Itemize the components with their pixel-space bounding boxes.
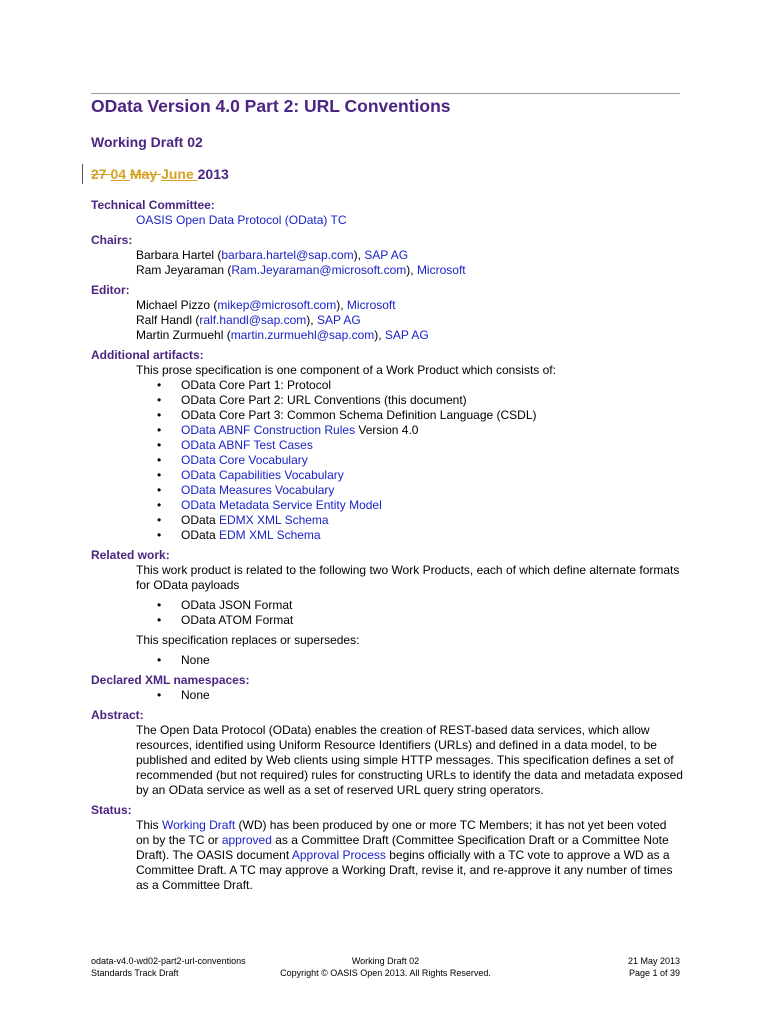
artifacts-label: Additional artifacts: bbox=[91, 348, 204, 362]
namespace-item: • None bbox=[136, 688, 683, 703]
chairs-list bbox=[91, 248, 683, 278]
chair-org-link[interactable]: SAP AG bbox=[364, 248, 409, 262]
artifact-item bbox=[136, 438, 683, 453]
footer-track: Standards Track Draft bbox=[91, 968, 179, 978]
related-work-list bbox=[91, 598, 683, 628]
document-date bbox=[91, 166, 229, 182]
artifact-item bbox=[136, 528, 683, 543]
footer-right bbox=[628, 955, 680, 979]
artifact-text: OData bbox=[181, 528, 220, 542]
abstract-label: Abstract: bbox=[91, 708, 144, 722]
artifact-link[interactable]: EDMX XML Schema bbox=[219, 513, 329, 527]
artifact-item bbox=[136, 393, 683, 408]
chair-entry bbox=[136, 263, 683, 278]
date-inserted-day: 04 bbox=[110, 166, 130, 182]
date-inserted-month: June bbox=[161, 166, 198, 182]
artifact-item bbox=[136, 378, 683, 393]
footer-copyright: Copyright © OASIS Open 2013. All Rights Reserved. bbox=[280, 968, 491, 978]
footer-document-id: odata-v4.0-wd02-part2-url-conventions bbox=[91, 956, 246, 966]
footer-date: 21 May 2013 bbox=[627, 956, 680, 966]
artifact-item bbox=[136, 408, 683, 423]
editor-name: Martin Zurmuehl ( bbox=[136, 328, 231, 342]
chair-name: Barbara Hartel ( bbox=[136, 248, 222, 262]
separator: ), bbox=[336, 298, 347, 312]
editor-org-link[interactable]: SAP AG bbox=[384, 328, 429, 342]
editor-entry bbox=[136, 328, 683, 343]
artifact-link[interactable]: EDM XML Schema bbox=[219, 528, 321, 542]
artifacts-list bbox=[91, 378, 683, 543]
related-work-label: Related work: bbox=[91, 548, 170, 562]
artifact-text: Version 4.0 bbox=[355, 423, 419, 437]
editors-list bbox=[91, 298, 683, 343]
document-body bbox=[91, 198, 683, 893]
date-deleted-month: May bbox=[129, 166, 162, 182]
artifact-item bbox=[136, 423, 683, 438]
related-item: • OData ATOM Format bbox=[136, 613, 683, 628]
artifact-item bbox=[136, 453, 683, 468]
editor-org-link[interactable]: Microsoft bbox=[346, 298, 396, 312]
status-fragment: as a Committee Draft (Committee Specification Draft or a Committee Note Draft). The OASIS document bbox=[136, 833, 669, 862]
artifact-item bbox=[136, 513, 683, 528]
editor-org-link[interactable]: SAP AG bbox=[316, 313, 361, 327]
artifact-link[interactable]: OData ABNF Test Cases bbox=[181, 438, 313, 452]
footer-page-number: Page 1 of 39 bbox=[628, 968, 680, 978]
top-rule bbox=[91, 93, 680, 94]
replaces-text: This specification replaces or supersedes: bbox=[136, 633, 360, 647]
editor-email-link[interactable]: martin.zurmuehl@sap.com bbox=[230, 328, 375, 342]
status-text bbox=[91, 818, 683, 893]
status-fragment: begins officially with a TC vote to approve a WD as a Committee Draft. A TC may approve a Working Draft, revise it, and re-approve it any number of times as a Committee Draft. bbox=[136, 848, 673, 892]
artifact-text: OData Core Part 3: Common Schema Definition Language (CSDL) bbox=[181, 408, 537, 422]
editor-email-link[interactable]: ralf.handl@sap.com bbox=[199, 313, 307, 327]
tc-label: Technical Committee: bbox=[91, 198, 215, 212]
chair-org-link[interactable]: Microsoft bbox=[416, 263, 466, 277]
chairs-label: Chairs: bbox=[91, 233, 133, 247]
chair-name: Ram Jeyaraman ( bbox=[136, 263, 232, 277]
separator: ), bbox=[353, 248, 365, 262]
document-title: OData Version 4.0 Part 2: URL Conventions bbox=[91, 96, 451, 116]
working-draft-link[interactable]: Working Draft bbox=[162, 818, 236, 832]
footer-center bbox=[91, 955, 680, 979]
status-fragment: This bbox=[136, 818, 163, 832]
date-year: 2013 bbox=[197, 166, 229, 182]
tc-link[interactable]: OASIS Open Data Protocol (OData) TC bbox=[136, 213, 347, 227]
artifact-item bbox=[136, 498, 683, 513]
chair-email-link[interactable]: Ram.Jeyaraman@microsoft.com bbox=[231, 263, 407, 277]
artifact-link[interactable]: OData Measures Vocabulary bbox=[181, 483, 335, 497]
artifact-link[interactable]: OData Capabilities Vocabulary bbox=[181, 468, 344, 482]
artifact-text: OData bbox=[181, 513, 220, 527]
editor-name: Ralf Handl ( bbox=[136, 313, 200, 327]
replaces-item: • None bbox=[136, 653, 683, 668]
related-item: • OData JSON Format bbox=[136, 598, 683, 613]
separator: ), bbox=[306, 313, 317, 327]
artifact-text: OData Core Part 1: Protocol bbox=[181, 378, 332, 392]
artifact-link[interactable]: OData ABNF Construction Rules bbox=[181, 423, 356, 437]
approval-process-link[interactable]: Approval Process bbox=[291, 848, 386, 862]
artifact-link[interactable]: OData Core Vocabulary bbox=[181, 453, 308, 467]
separator: ), bbox=[406, 263, 417, 277]
namespaces-list bbox=[91, 688, 683, 703]
status-fragment: (WD) has been produced by one or more TC Members; it has not yet been voted on by the TC or bbox=[136, 818, 667, 847]
approved-link[interactable]: approved bbox=[221, 833, 272, 847]
artifact-item bbox=[136, 483, 683, 498]
artifact-text: OData Core Part 2: URL Conventions (this document) bbox=[181, 393, 467, 407]
replaces-list bbox=[91, 653, 683, 668]
footer-stage: Working Draft 02 bbox=[351, 956, 420, 966]
artifact-item bbox=[136, 468, 683, 483]
status-label: Status: bbox=[91, 803, 132, 817]
artifact-link[interactable]: OData Metadata Service Entity Model bbox=[181, 498, 382, 512]
editor-entry bbox=[136, 313, 683, 328]
editor-entry bbox=[136, 298, 683, 313]
editor-label: Editor: bbox=[91, 283, 130, 297]
editor-name: Michael Pizzo ( bbox=[136, 298, 218, 312]
related-work-intro: This work product is related to the following two Work Products, each of which define alternate formats for OData payloads bbox=[136, 563, 680, 592]
namespaces-label: Declared XML namespaces: bbox=[91, 673, 250, 687]
change-bar bbox=[82, 164, 83, 184]
separator: ), bbox=[374, 328, 385, 342]
chair-email-link[interactable]: barbara.hartel@sap.com bbox=[221, 248, 354, 262]
document-stage: Working Draft 02 bbox=[91, 134, 203, 150]
date-deleted-day: 27 bbox=[91, 166, 111, 182]
artifacts-intro: This prose specification is one component of a Work Product which consists of: bbox=[136, 363, 556, 377]
abstract-text: The Open Data Protocol (OData) enables the creation of REST-based data services, which allow resources, identified using Uniform Resource Identifiers (URLs) and defined in a data model, to be published and edited by Web clients using simple HTTP messages. This specification defines a set of recommended (but not required) rules for constructing URLs to identify the data and metadata exposed by an OData service as well as a set of reserved URL query string operators. bbox=[136, 723, 683, 797]
editor-email-link[interactable]: mikep@microsoft.com bbox=[217, 298, 337, 312]
chair-entry bbox=[136, 248, 683, 263]
